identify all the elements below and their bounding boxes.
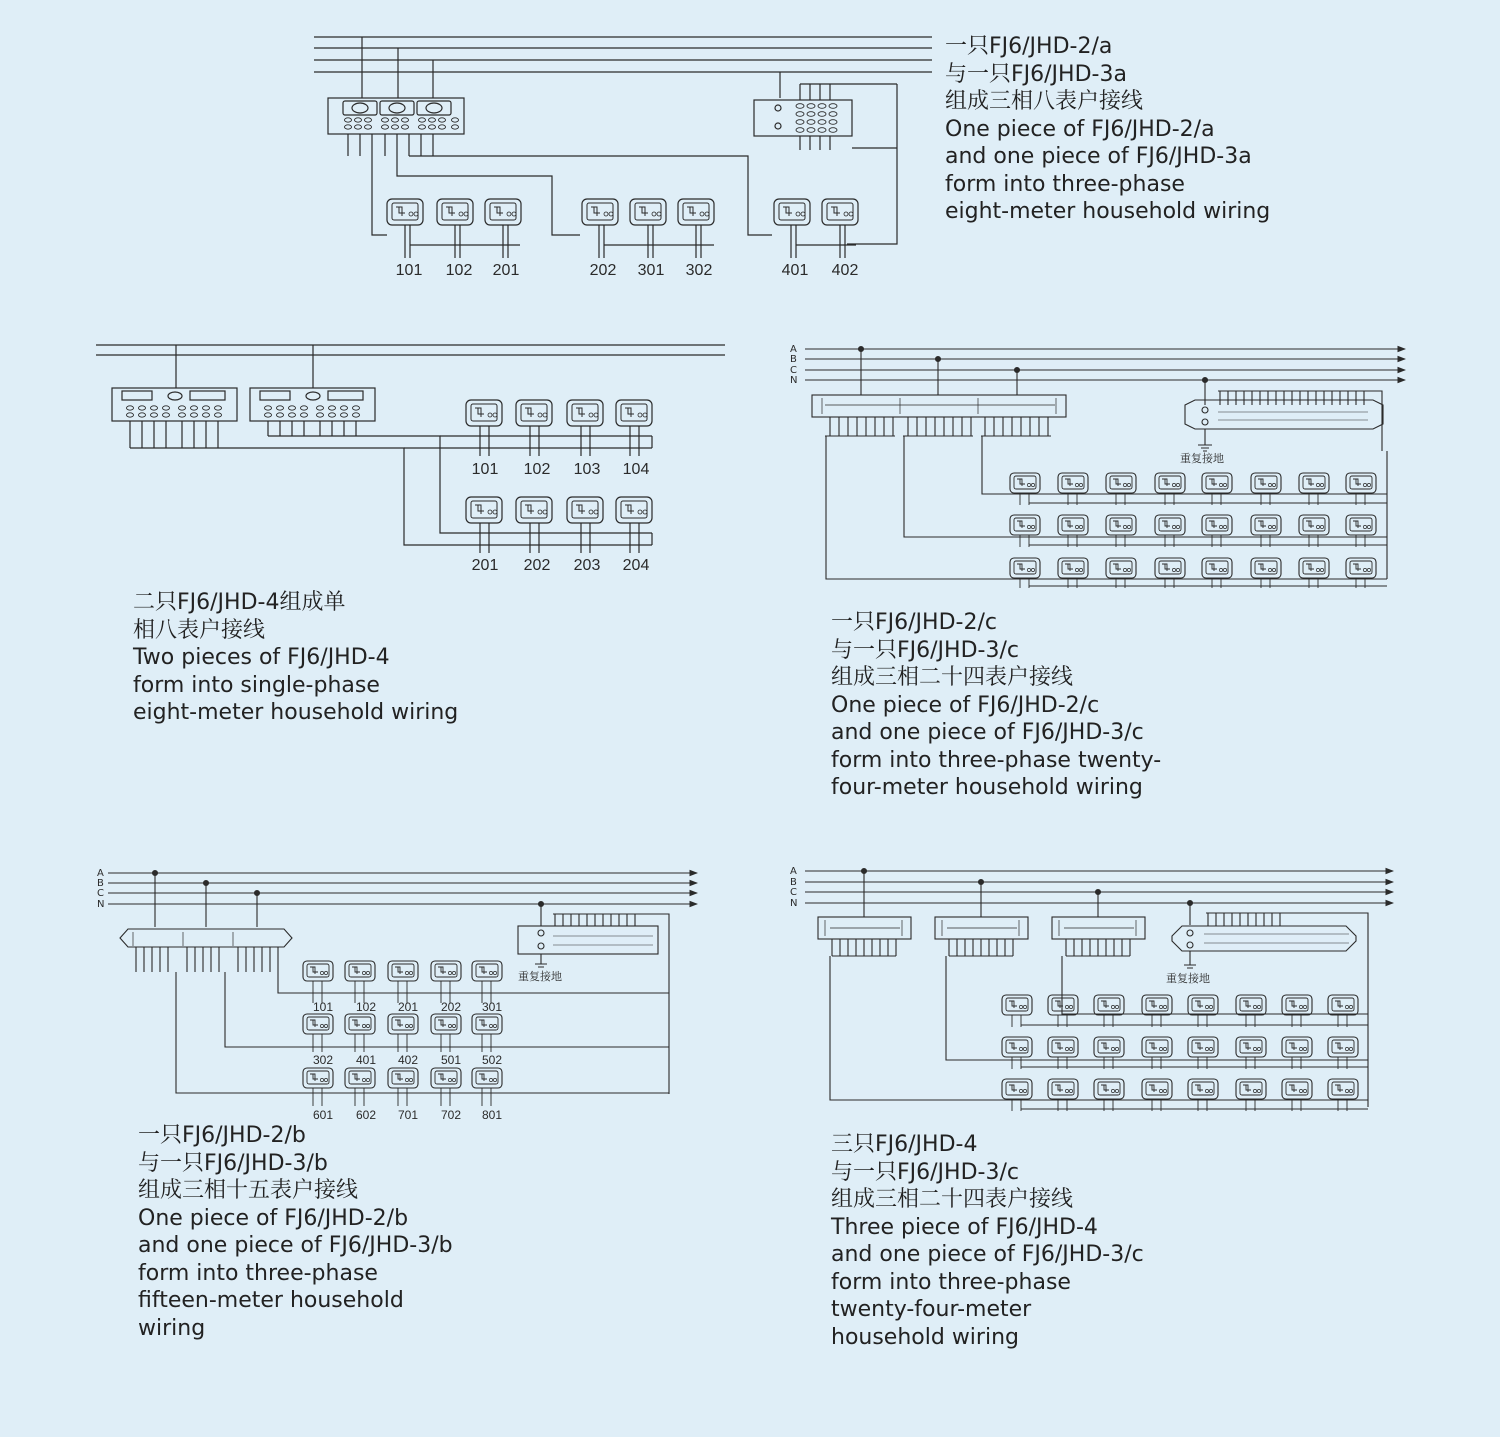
d4-meter-labels — [313, 1000, 502, 1122]
d4-meter-label: 301 — [481, 1000, 503, 1014]
d5-ground-label: 重复接地 — [1166, 972, 1210, 985]
d4-title-zh: 与一只FJ6/JHD-3/b — [138, 1150, 328, 1176]
d2-desc-en: Two pieces of FJ6/JHD-4 — [133, 645, 390, 670]
d1-desc-en: form into three-phase — [945, 171, 1185, 197]
d3-caption — [831, 609, 1161, 802]
d1-meter-label: 102 — [445, 262, 473, 279]
d4-phase-label: C — [97, 888, 104, 899]
d1-meter-label: 202 — [589, 262, 617, 279]
d4-title-zh: 组成三相十五表户接线 — [138, 1178, 359, 1203]
d1-distribution-box-left — [328, 98, 464, 156]
d4-desc-en: and one piece of FJ6/JHD-3/b — [138, 1233, 453, 1258]
d1-feed-wires — [372, 156, 772, 235]
d3-phase-label: B — [790, 354, 797, 365]
d3-phase-label: A — [790, 344, 797, 355]
d1-meters — [387, 199, 858, 258]
d4-phase-label: N — [97, 899, 105, 910]
d3-bus-lines — [805, 347, 1405, 406]
d3-meters — [1010, 473, 1387, 588]
d4-meter-label: 701 — [397, 1108, 419, 1122]
d1-title-zh: 组成三相八表户接线 — [945, 89, 1144, 114]
diagram-1 — [314, 37, 932, 258]
d5-box-3 — [1052, 917, 1145, 956]
d4-meter-label: 202 — [440, 1000, 462, 1014]
d2-meter-label: 203 — [573, 557, 601, 574]
d4-meter-label: 702 — [440, 1108, 462, 1122]
d3-ground-label: 重复接地 — [1180, 452, 1224, 465]
d4-meter-label: 201 — [397, 1000, 419, 1014]
d4-desc-en: form into three-phase — [138, 1260, 378, 1286]
d5-title-zh: 三只FJ6/JHD-4 — [831, 1132, 978, 1157]
diagram-3 — [805, 347, 1405, 589]
d4-box-left — [120, 929, 292, 972]
d1-bus-lines — [314, 37, 932, 98]
d3-desc-en: One piece of FJ6/JHD-2/c — [831, 692, 1100, 718]
d4-meter-label: 101 — [312, 1000, 334, 1014]
d4-meter-label: 402 — [397, 1053, 419, 1067]
d2-meter-label: 204 — [622, 557, 650, 574]
d2-box-2 — [250, 388, 375, 436]
d1-desc-en: One piece of FJ6/JHD-2/a — [945, 116, 1215, 142]
d3-desc-en: and one piece of FJ6/JHD-3/c — [831, 720, 1144, 745]
d5-title-zh: 与一只FJ6/JHD-3/c — [831, 1159, 1019, 1185]
d3-title-zh: 一只FJ6/JHD-2/c — [831, 610, 997, 635]
d3-phase-label: C — [790, 365, 797, 376]
d3-box-right — [1185, 391, 1383, 451]
d3-title-zh: 组成三相二十四表户接线 — [831, 665, 1074, 690]
d1-title-zh: 一只FJ6/JHD-2/a — [945, 34, 1113, 59]
d4-box-right — [518, 914, 669, 1094]
d4-caption — [138, 1122, 453, 1342]
d5-desc-en: household wiring — [831, 1324, 1019, 1350]
d5-box-1 — [818, 917, 911, 956]
d5-desc-en: Three piece of FJ6/JHD-4 — [831, 1214, 1098, 1240]
d5-desc-en: twenty-four-meter — [831, 1297, 1032, 1322]
d2-meter-label: 103 — [573, 461, 601, 478]
d3-phase-label: N — [790, 375, 798, 386]
d5-phase-label: N — [790, 898, 798, 909]
d5-caption — [831, 1131, 1144, 1351]
d4-ground-label: 重复接地 — [518, 970, 562, 983]
d1-meter-label: 201 — [492, 262, 520, 279]
d1-desc-en: and one piece of FJ6/JHD-3a — [945, 144, 1252, 169]
d4-meters — [303, 961, 502, 1106]
d4-meter-label: 302 — [312, 1053, 334, 1067]
d4-meter-label: 601 — [312, 1108, 334, 1122]
d2-meter-label: 201 — [471, 557, 499, 574]
d2-title-zh: 二只FJ6/JHD-4组成单 — [133, 590, 346, 615]
d4-meter-label: 102 — [355, 1000, 377, 1014]
d4-meter-label: 801 — [481, 1108, 503, 1122]
d1-desc-en: eight-meter household wiring — [945, 199, 1271, 224]
d4-phase-label: A — [97, 868, 104, 879]
d4-title-zh: 一只FJ6/JHD-2/b — [138, 1123, 306, 1148]
d5-title-zh: 组成三相二十四表户接线 — [831, 1187, 1074, 1212]
diagram-2 — [96, 345, 725, 553]
d1-meter-labels — [396, 262, 859, 279]
d4-bus-lines — [108, 871, 697, 928]
d2-meter-label: 101 — [471, 461, 499, 478]
d5-box-2 — [935, 917, 1028, 956]
d4-meter-label: 501 — [440, 1053, 462, 1067]
d2-caption — [133, 589, 458, 727]
d2-meter-label: 102 — [523, 461, 551, 478]
d1-distribution-box-right — [754, 84, 897, 244]
d5-phase-label: A — [790, 866, 797, 877]
d4-desc-en: wiring — [138, 1315, 206, 1341]
d1-meter-label: 101 — [395, 262, 423, 279]
d1-caption — [945, 33, 1270, 226]
d4-meter-label: 401 — [355, 1053, 377, 1067]
d2-meter-label: 202 — [523, 557, 551, 574]
diagram-5 — [805, 869, 1393, 1112]
d2-desc-en: form into single-phase — [133, 672, 380, 698]
d3-title-zh: 与一只FJ6/JHD-3/c — [831, 637, 1019, 663]
d3-desc-en: four-meter household wiring — [831, 775, 1143, 800]
d2-meter-label: 104 — [622, 461, 650, 478]
d3-desc-en: form into three-phase twenty- — [831, 747, 1162, 773]
d2-title-zh: 相八表户接线 — [133, 617, 266, 643]
d5-meters — [1002, 995, 1368, 1111]
d1-meter-label: 301 — [637, 262, 665, 279]
d5-desc-en: form into three-phase — [831, 1269, 1071, 1295]
d2-desc-en: eight-meter household wiring — [133, 700, 459, 725]
d1-meter-label: 302 — [685, 262, 713, 279]
d5-box-right — [1172, 913, 1368, 1107]
d4-phase-label: B — [97, 878, 104, 889]
d5-phase-label: B — [790, 877, 797, 888]
d4-desc-en: fifteen-meter household — [138, 1288, 404, 1313]
d4-meter-label: 602 — [355, 1108, 377, 1122]
d1-meter-label: 402 — [831, 262, 859, 279]
d2-box-1 — [112, 388, 237, 448]
d1-title-zh: 与一只FJ6/JHD-3a — [945, 61, 1127, 87]
diagram-4 — [108, 871, 697, 1107]
d3-box-left — [812, 395, 1066, 436]
d5-desc-en: and one piece of FJ6/JHD-3/c — [831, 1242, 1144, 1267]
d5-phase-label: C — [790, 887, 797, 898]
d4-meter-label: 502 — [481, 1053, 503, 1067]
d4-desc-en: One piece of FJ6/JHD-2/b — [138, 1205, 409, 1231]
d1-meter-label: 401 — [781, 262, 809, 279]
